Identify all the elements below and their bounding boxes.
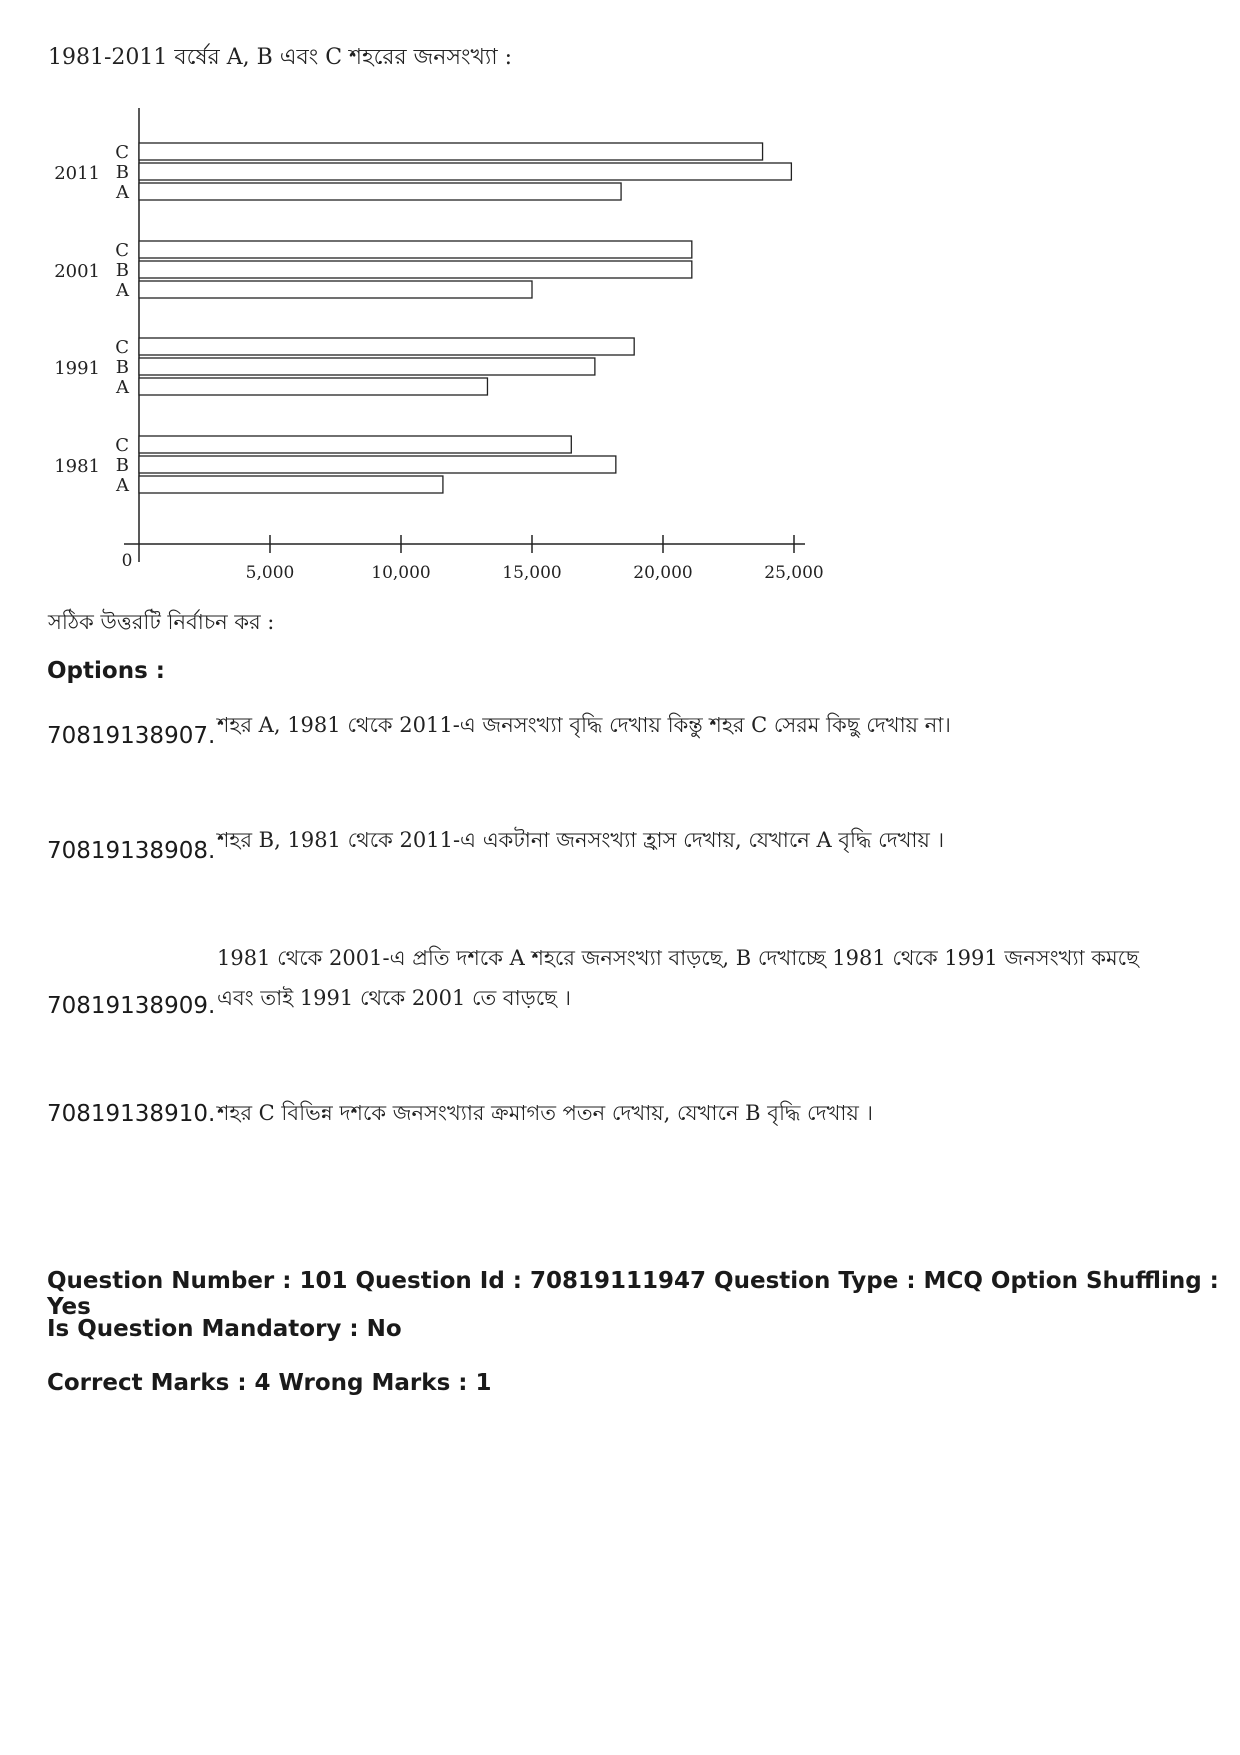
population-bar-chart bbox=[40, 100, 840, 580]
option-text: 1981 থেকে 2001-এ প্রতি দশকে A শহরে জনসংখ্যা বাড়ছে, B দেখাচ্ছে 1981 থেকে 1991 জনসংখ্যা কমছে এবং তাই 1991 থেকে 2001 তে বাড়ছে । bbox=[217, 946, 1139, 1010]
option-id: 70819138909. bbox=[47, 993, 216, 1019]
series-label: B bbox=[115, 162, 129, 183]
x-tick-label: 20,000 bbox=[633, 563, 693, 580]
year-label: 1981 bbox=[54, 456, 100, 477]
option-id: 70819138908. bbox=[47, 838, 216, 864]
x-tick-label: 10,000 bbox=[371, 563, 431, 580]
series-label: C bbox=[115, 337, 129, 358]
series-label: B bbox=[115, 357, 129, 378]
chart-title: 1981-2011 বর্ষের A, B এবং C শহরের জনসংখ্যা : bbox=[48, 45, 513, 70]
bar-2011-B bbox=[139, 163, 791, 180]
series-label: A bbox=[116, 182, 129, 203]
x-tick-label: 15,000 bbox=[502, 563, 562, 580]
options-heading: Options : bbox=[47, 658, 165, 684]
bar-2011-C bbox=[139, 143, 763, 160]
question-meta-line: Question Number : 101 Question Id : 70819111947 Question Type : MCQ Option Shuffling : Yes bbox=[47, 1268, 1219, 1320]
year-label: 2011 bbox=[54, 163, 100, 184]
series-label: A bbox=[116, 377, 129, 398]
question-mandatory: Is Question Mandatory : No bbox=[47, 1316, 402, 1342]
option-id: 70819138907. bbox=[47, 723, 216, 749]
year-label: 1991 bbox=[54, 358, 100, 379]
series-label: C bbox=[115, 435, 129, 456]
question-marks: Correct Marks : 4 Wrong Marks : 1 bbox=[47, 1370, 492, 1396]
x-tick-label: 25,000 bbox=[764, 563, 824, 580]
option-text: শহর A, 1981 থেকে 2011-এ জনসংখ্যা বৃদ্ধি দেখায় কিন্তু শহর C সেরম কিছু দেখায় না। bbox=[217, 713, 951, 737]
year-label: 2001 bbox=[54, 261, 100, 282]
series-label: C bbox=[115, 142, 129, 163]
x-tick-label: 5,000 bbox=[245, 563, 295, 580]
bar-1981-C bbox=[139, 436, 571, 453]
bar-2001-B bbox=[139, 261, 692, 278]
option-text: শহর C বিভিন্ন দশকে জনসংখ্যার ক্রমাগত পতন দেখায়, যেখানে B বৃদ্ধি দেখায় । bbox=[217, 1101, 874, 1125]
series-label: B bbox=[115, 260, 129, 281]
bar-1991-B bbox=[139, 358, 595, 375]
series-label: A bbox=[116, 280, 129, 301]
series-label: A bbox=[116, 475, 129, 496]
series-label: C bbox=[115, 240, 129, 261]
option-id: 70819138910. bbox=[47, 1101, 216, 1127]
bar-1991-A bbox=[139, 378, 487, 395]
x-origin-label: 0 bbox=[121, 551, 133, 571]
bar-1981-A bbox=[139, 476, 443, 493]
bar-1981-B bbox=[139, 456, 616, 473]
series-label: B bbox=[115, 455, 129, 476]
option-text: শহর B, 1981 থেকে 2011-এ একটানা জনসংখ্যা হ্রাস দেখায়, যেখানে A বৃদ্ধি দেখায় । bbox=[217, 828, 945, 852]
question-prompt: সঠিক উত্তরটি নির্বাচন কর : bbox=[48, 610, 275, 634]
bar-2001-C bbox=[139, 241, 692, 258]
bar-1991-C bbox=[139, 338, 634, 355]
bar-2001-A bbox=[139, 281, 532, 298]
bar-2011-A bbox=[139, 183, 621, 200]
